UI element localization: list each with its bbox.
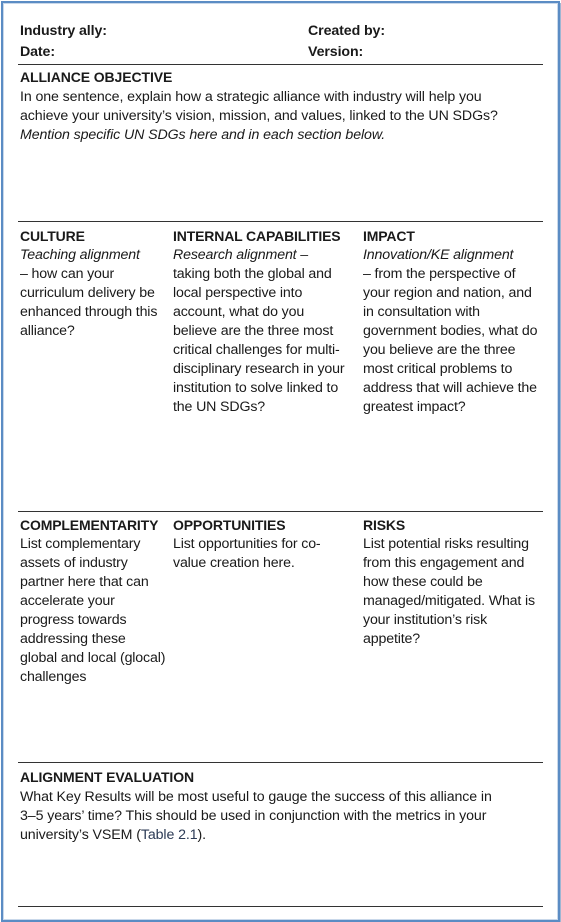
objective-line-2: achieve your university’s vision, mission, and values, linked to the UN SDGs? bbox=[20, 108, 498, 124]
evaluation-line-3-end: ). bbox=[197, 827, 206, 843]
complementarity-text: List complementary assets of industry partner here that can accelerate your progress towards addressing these global and local (glocal) challenges bbox=[20, 536, 166, 685]
impact-section bbox=[363, 227, 543, 417]
date-label: Date: bbox=[20, 44, 55, 60]
divider bbox=[18, 64, 543, 65]
divider bbox=[18, 762, 543, 763]
culture-section bbox=[20, 227, 162, 341]
divider bbox=[18, 511, 543, 512]
created-by-label: Created by: bbox=[308, 23, 385, 39]
impact-text: – from the perspective of your region and nation, and in consultation with government bodies, what do you believe are the three most critical problems to address that will achieve the greatest impact? bbox=[363, 266, 538, 415]
evaluation-line-3 bbox=[20, 826, 206, 845]
evaluation-line-1: What Key Results will be most useful to gauge the success of this alliance in bbox=[20, 789, 492, 805]
divider bbox=[18, 906, 543, 907]
alliance-objective-title: ALLIANCE OBJECTIVE bbox=[20, 69, 173, 85]
risks-section bbox=[363, 516, 545, 649]
version-label: Version: bbox=[308, 44, 364, 60]
opportunities-title: OPPORTUNITIES bbox=[173, 517, 286, 533]
complementarity-title: COMPLEMENTARITY bbox=[20, 517, 159, 533]
risks-title: RISKS bbox=[363, 517, 406, 533]
opportunities-text: List opportunities for co-value creation here. bbox=[173, 536, 321, 571]
culture-text: – how can your curriculum delivery be enhanced through this alliance? bbox=[20, 266, 158, 339]
internal-capabilities-section bbox=[173, 227, 351, 417]
objective-line-1: In one sentence, explain how a strategic alliance with industry will help you bbox=[20, 89, 482, 105]
opportunities-section bbox=[173, 516, 335, 573]
complementarity-section bbox=[20, 516, 166, 687]
table-reference-link[interactable]: Table 2.1 bbox=[140, 827, 198, 843]
internal-capabilities-lead: Research alignment – bbox=[173, 247, 309, 263]
internal-capabilities-title: INTERNAL CAPABILITIES bbox=[173, 228, 341, 244]
objective-line-3: Mention specific UN SDGs here and in each section below. bbox=[20, 127, 386, 143]
culture-lead: Teaching alignment bbox=[20, 247, 140, 263]
evaluation-line-2: 3–5 years’ time? This should be used in conjunction with the metrics in your bbox=[20, 808, 487, 824]
internal-capabilities-text: taking both the global and local perspective into account, what do you believe are the three most critical challenges for multi-disciplinary research in your institution to solve linked to the UN SDGs? bbox=[173, 266, 345, 415]
divider bbox=[18, 221, 543, 222]
industry-ally-label: Industry ally: bbox=[20, 23, 107, 39]
alignment-evaluation-title: ALIGNMENT EVALUATION bbox=[20, 769, 195, 785]
risks-text: List potential risks resulting from this engagement and how these could be managed/mitigated. What is your institution’s risk appetite? bbox=[363, 536, 535, 647]
impact-lead: Innovation/KE alignment bbox=[363, 247, 514, 263]
impact-title: IMPACT bbox=[363, 228, 415, 244]
evaluation-line-3-start: university’s VSEM ( bbox=[20, 827, 141, 843]
culture-title: CULTURE bbox=[20, 228, 85, 244]
